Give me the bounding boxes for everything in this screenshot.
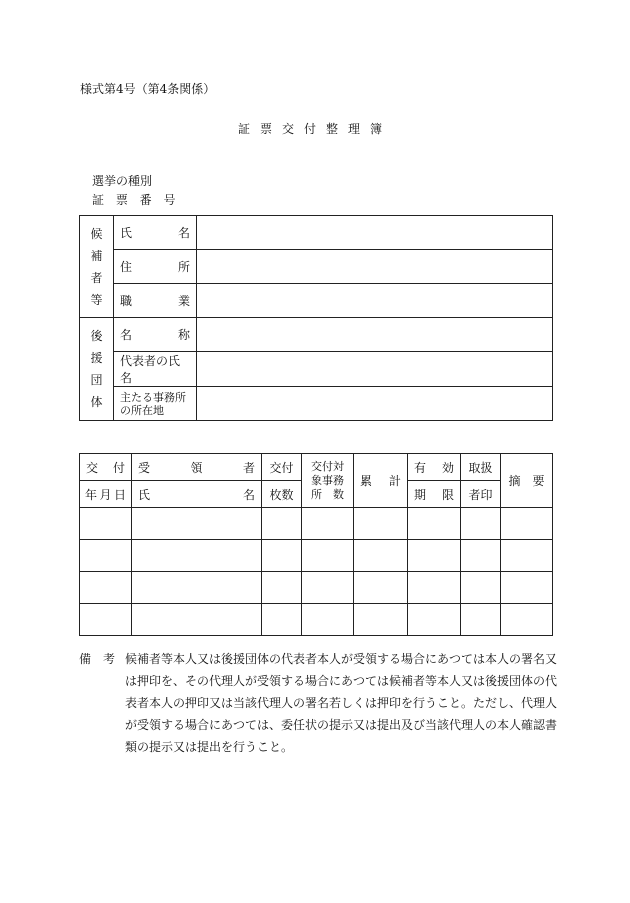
support-group-name-field[interactable] — [197, 318, 553, 352]
issued-count-header-bottom: 枚数 — [262, 481, 302, 508]
handler-header-top: 取扱 — [461, 454, 501, 481]
table-cell[interactable] — [408, 572, 461, 604]
target-offices-header: 交付対 象事務 所 数 — [302, 454, 354, 508]
support-group-label: 後 援 団 体 — [80, 318, 114, 421]
table-cell[interactable] — [408, 604, 461, 636]
table-cell[interactable] — [80, 572, 132, 604]
main-office-location-field[interactable] — [197, 387, 553, 421]
issuance-ledger-table — [79, 453, 553, 636]
issued-count-header-top: 交付 — [262, 454, 302, 481]
table-cell[interactable] — [354, 508, 408, 540]
table-cell[interactable] — [132, 572, 262, 604]
table-cell[interactable] — [262, 572, 302, 604]
recipient-name-header: 氏 名 — [132, 481, 262, 508]
table-row — [80, 508, 553, 540]
table-cell[interactable] — [302, 572, 354, 604]
table-cell[interactable] — [461, 540, 501, 572]
table-cell[interactable] — [408, 508, 461, 540]
document-title: 証票交付整理簿 — [237, 122, 392, 136]
table-cell[interactable] — [408, 540, 461, 572]
candidate-address-field[interactable] — [197, 250, 553, 284]
candidate-info-table — [79, 215, 553, 421]
handler-seal-header-bottom: 者印 — [461, 481, 501, 508]
representative-name-label: 代表者の氏名 — [114, 352, 197, 387]
validity-period-header: 期 限 — [408, 481, 461, 508]
election-type-label: 選挙の種別 — [92, 174, 153, 188]
table-cell[interactable] — [132, 540, 262, 572]
table-cell[interactable] — [501, 572, 553, 604]
table-cell[interactable] — [80, 604, 132, 636]
candidate-address-label: 住 所 — [114, 250, 197, 284]
candidate-name-field[interactable] — [197, 216, 553, 250]
form-number: 様式第4号（第4条関係） — [80, 82, 216, 96]
issue-date-header: 年 月 日 — [80, 481, 132, 508]
notes-label: 備考 — [79, 652, 128, 666]
recipient-header: 受 領 者 — [132, 454, 262, 481]
candidate-group-label: 候 補 者 等 — [80, 216, 114, 318]
candidate-occupation-field[interactable] — [197, 284, 553, 318]
table-cell[interactable] — [354, 572, 408, 604]
table-cell[interactable] — [132, 604, 262, 636]
table-cell[interactable] — [262, 604, 302, 636]
table-cell[interactable] — [501, 508, 553, 540]
cumulative-header: 累 計 — [354, 454, 408, 508]
table-cell[interactable] — [461, 572, 501, 604]
table-row — [80, 572, 553, 604]
representative-name-field[interactable] — [197, 352, 553, 387]
table-cell[interactable] — [354, 604, 408, 636]
table-cell[interactable] — [501, 604, 553, 636]
table-cell[interactable] — [132, 508, 262, 540]
candidate-name-label: 氏 名 — [114, 216, 197, 250]
table-row — [80, 604, 553, 636]
table-cell[interactable] — [262, 508, 302, 540]
main-office-location-label: 主たる事務所 の所在地 — [114, 387, 197, 421]
table-cell[interactable] — [302, 540, 354, 572]
table-cell[interactable] — [302, 508, 354, 540]
notes-section — [79, 648, 559, 758]
notes-text: 候補者等本人又は後援団体の代表者本人が受領する場合にあつては本人の署名又は押印を、その代理人が受領する場合にあつては候補者等本人又は後援団体の代表者本人の押印又は当該代理人の署名若しくは押印を行うこと。ただし、代理人が受領する場合にあつては、委任状の提示又は提出及び当該代理人の本人確認書類の提示又は提出を行うこと。 — [125, 652, 558, 754]
support-group-name-label: 名 称 — [114, 318, 197, 352]
table-cell[interactable] — [461, 508, 501, 540]
table-cell[interactable] — [80, 508, 132, 540]
table-cell[interactable] — [501, 540, 553, 572]
candidate-occupation-label: 職 業 — [114, 284, 197, 318]
issue-header: 交 付 — [80, 454, 132, 481]
validity-header: 有 効 — [408, 454, 461, 481]
remarks-header: 摘 要 — [501, 454, 553, 508]
certificate-number-label: 証 票 番 号 — [92, 193, 180, 207]
table-cell[interactable] — [302, 604, 354, 636]
table-cell[interactable] — [354, 540, 408, 572]
table-row — [80, 540, 553, 572]
table-cell[interactable] — [262, 540, 302, 572]
table-cell[interactable] — [80, 540, 132, 572]
table-cell[interactable] — [461, 604, 501, 636]
